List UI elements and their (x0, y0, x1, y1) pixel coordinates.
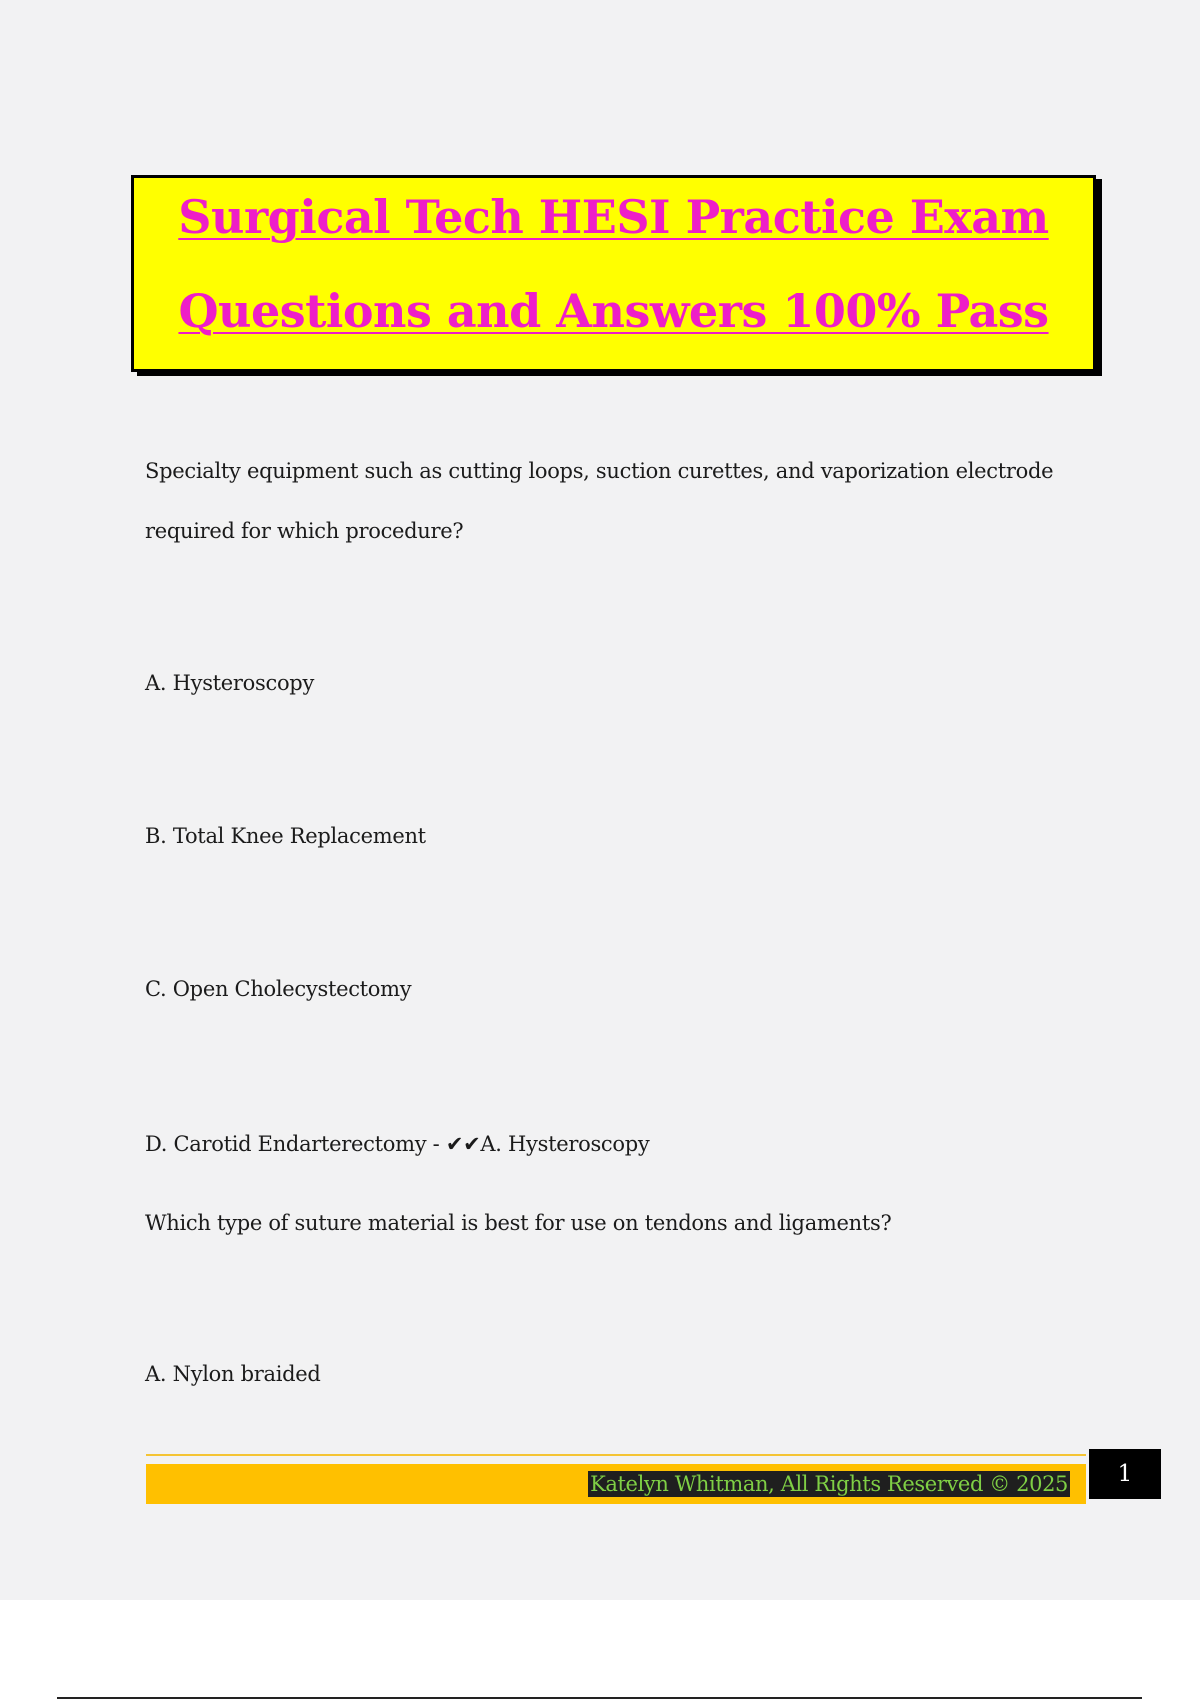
title-banner (131, 175, 1096, 372)
question-2-text: Which type of suture material is best for use on tendons and ligaments? (145, 1211, 892, 1235)
title-line-2: Questions and Answers 100% Pass (178, 284, 1049, 338)
question-1-option-a: A. Hysteroscopy (145, 671, 315, 695)
question-1-option-b: B. Total Knee Replacement (145, 824, 426, 848)
title-line-1: Surgical Tech HESI Practice Exam (178, 190, 1049, 244)
footer-bar (146, 1464, 1086, 1504)
question-1-text-line-1: Specialty equipment such as cutting loops, suction curettes, and vaporization electrode (145, 459, 1054, 483)
copyright-text: Katelyn Whitman, All Rights Reserved © 2025 (590, 1472, 1068, 1496)
question-1-option-c: C. Open Cholecystectomy (145, 977, 412, 1001)
question-2-option-a: A. Nylon braided (145, 1362, 321, 1386)
bottom-divider (57, 1697, 1142, 1699)
footer-rule (146, 1454, 1086, 1456)
page-number: 1 (1089, 1449, 1161, 1499)
question-1-text-line-2: required for which procedure? (145, 519, 464, 543)
question-1-option-d-with-answer: D. Carotid Endarterectomy - ✔✔A. Hysteroscopy (145, 1132, 650, 1156)
